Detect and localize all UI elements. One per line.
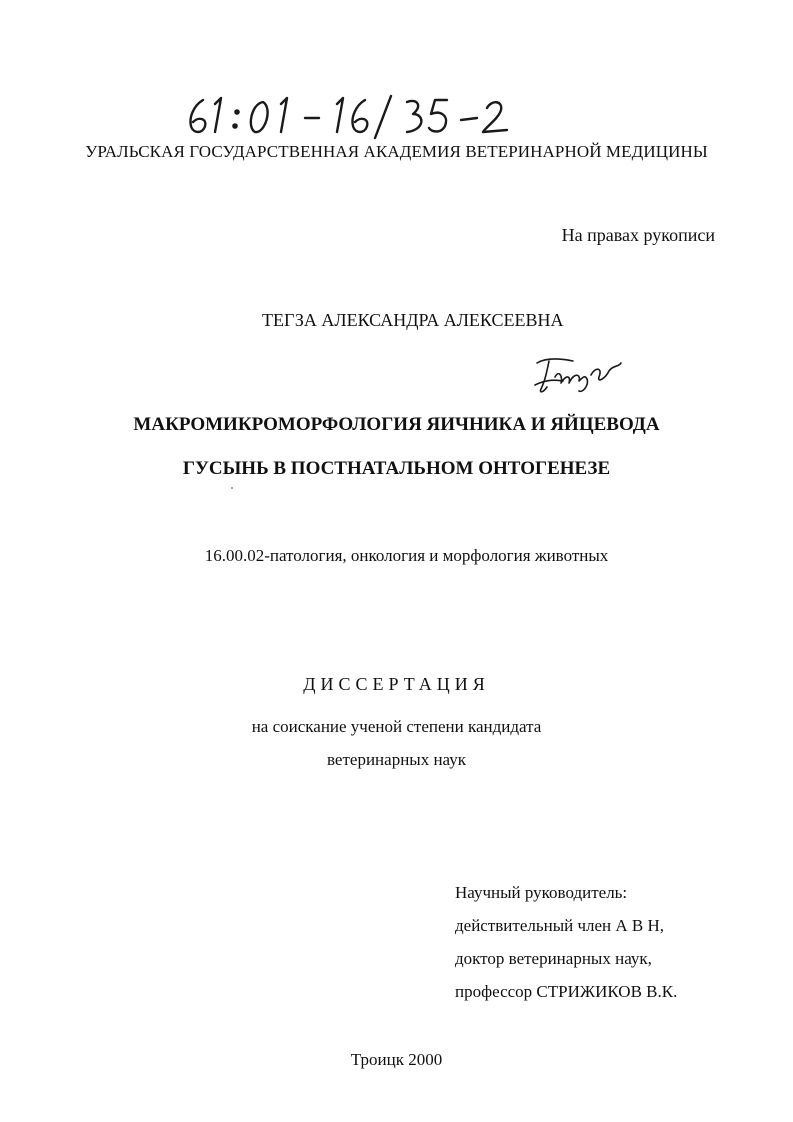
- handwritten-shelfmark: [185, 92, 525, 140]
- place-and-year: Троицк 2000: [350, 1050, 443, 1069]
- specialty-code: 16.00.02-патология, онкология и морфология животных: [204, 546, 609, 565]
- institution-name: УРАЛЬСКАЯ ГОСУДАРСТВЕННАЯ АКАДЕМИЯ ВЕТЕРИНАРНОЙ МЕДИЦИНЫ: [85, 142, 708, 161]
- author-name: ТЕГЗА АЛЕКСАНДРА АЛЕКСЕЕВНА: [262, 310, 564, 330]
- document-type: ДИССЕРТАЦИЯ: [303, 674, 490, 694]
- scan-speck: [231, 487, 233, 489]
- supervisor-title-1: действительный член А В Н,: [455, 916, 665, 935]
- author-signature: [533, 355, 625, 395]
- supervisor-label: Научный руководитель:: [455, 883, 628, 902]
- manuscript-rights-note: На правах рукописи: [561, 225, 715, 245]
- supervisor-block: [455, 876, 677, 1008]
- degree-line-1: на соискание ученой степени кандидата: [251, 717, 542, 736]
- dissertation-title-line-2: ГУСЫНЬ В ПОСТНАТАЛЬНОМ ОНТОГЕНЕЗЕ: [182, 458, 611, 479]
- dissertation-title-line-1: МАКРОМИКРОМОРФОЛОГИЯ ЯИЧНИКА И ЯЙЦЕВОДА: [133, 414, 660, 435]
- supervisor-name: профессор СТРИЖИКОВ В.К.: [455, 982, 678, 1001]
- degree-line-2: ветеринарных наук: [327, 750, 466, 769]
- supervisor-title-2: доктор ветеринарных наук,: [455, 949, 652, 968]
